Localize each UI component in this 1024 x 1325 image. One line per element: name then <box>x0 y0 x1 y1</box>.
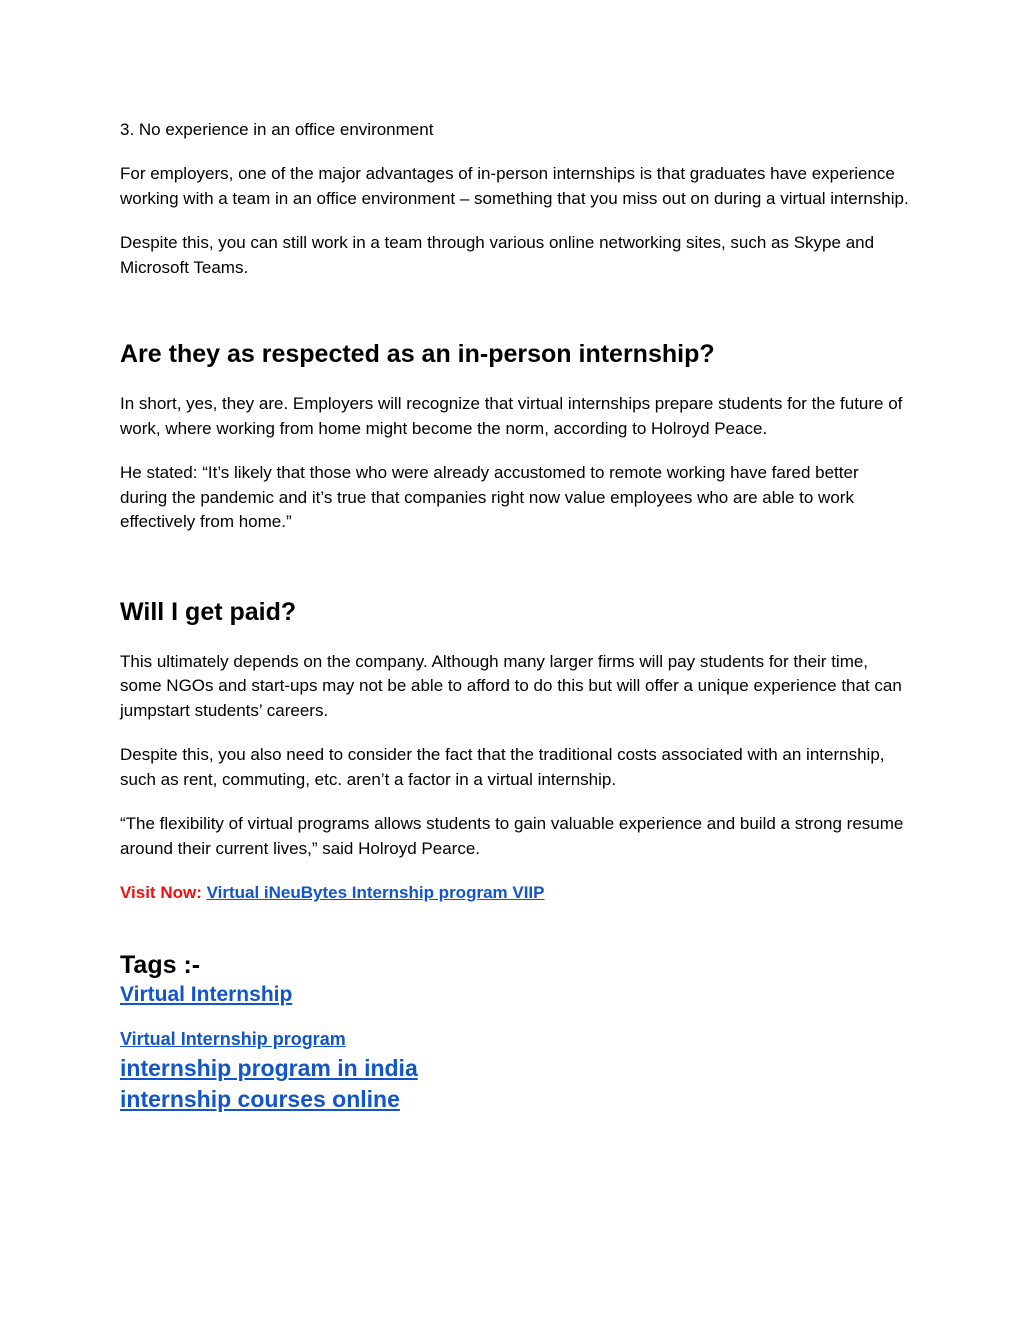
paragraph-depends-on-company: This ultimately depends on the company. Although many larger firms will pay students for their time, some NGOs and start-ups may not be able to afford to do this but will offer a unique experience that can jumpstart students’ careers. <box>120 651 902 720</box>
tags-heading: Tags :- <box>120 951 201 979</box>
paragraph-quote-remote-working: He stated: “It’s likely that those who were already accustomed to remote working have fared better during the pandemic and it’s true that companies right now value employees who are able to work effectively from home.” <box>120 463 859 531</box>
paragraph-traditional-costs: Despite this, you also need to consider the fact that the traditional costs associated with an internship, such as rent, commuting, etc. aren’t a factor in a virtual internship. <box>120 745 885 789</box>
visit-now-label: Visit Now: <box>120 883 202 902</box>
tag-row <box>120 1084 904 1115</box>
viip-program-link[interactable]: Virtual iNeuBytes Internship program VIIP <box>206 883 545 902</box>
paragraph-flexibility-quote: “The flexibility of virtual programs allows students to gain valuable experience and build a strong resume around their current lives,” said Holroyd Pearce. <box>120 814 904 858</box>
tag-link-virtual-internship[interactable]: Virtual Internship <box>120 983 293 1006</box>
tag-link-virtual-internship-program[interactable]: Virtual Internship program <box>120 1029 346 1049</box>
paragraph-short-answer: In short, yes, they are. Employers will recognize that virtual internships prepare students for the future of work, where working from home might become the norm, according to Holroyd Peace. <box>120 394 903 438</box>
tag-row <box>120 980 904 1025</box>
list-item-no-office-experience: 3. No experience in an office environment <box>120 120 434 139</box>
paragraph-employers-advantage: For employers, one of the major advantages of in-person internships is that graduates have experience working with a team in an office environment – something that you miss out on during a virtual internship. <box>120 164 909 208</box>
tag-row <box>120 1025 904 1053</box>
paragraph-online-teamwork: Despite this, you can still work in a team through various online networking sites, such as Skype and Microsoft Teams. <box>120 233 875 277</box>
heading-respected: Are they as respected as an in-person internship? <box>120 340 715 368</box>
tag-link-internship-courses-online[interactable]: internship courses online <box>120 1086 400 1112</box>
heading-get-paid: Will I get paid? <box>120 597 297 626</box>
tag-row <box>120 1053 904 1084</box>
visit-now-line <box>120 881 904 905</box>
tag-link-internship-program-india[interactable]: internship program in india <box>120 1055 418 1081</box>
